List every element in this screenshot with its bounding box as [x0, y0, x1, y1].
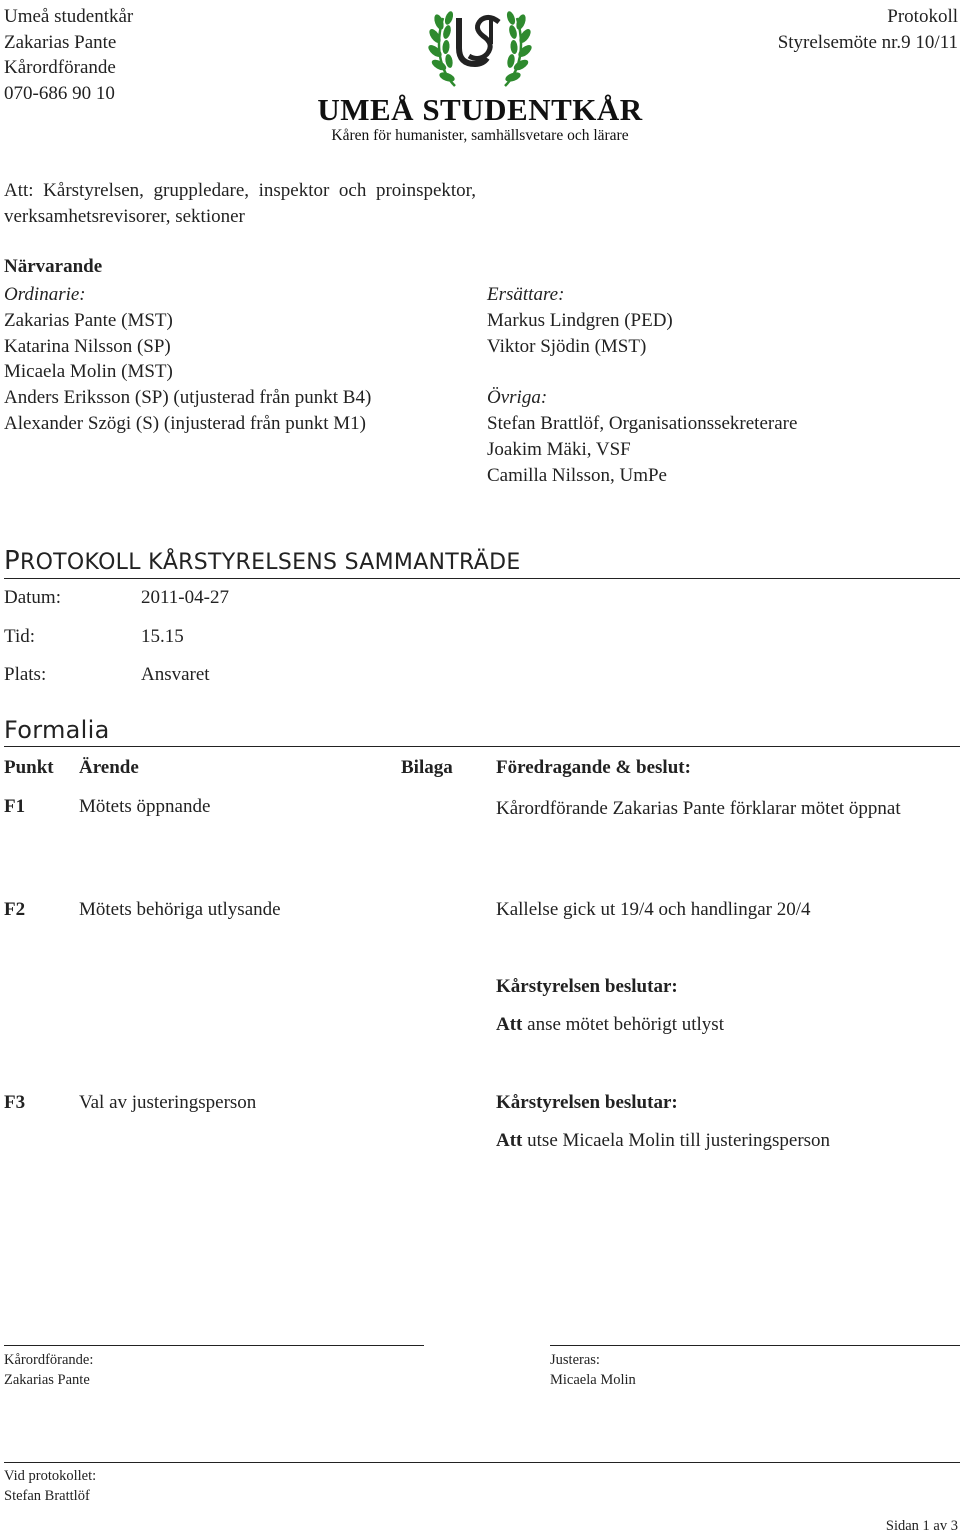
attendee: Joakim Mäki, VSF [487, 438, 631, 460]
protocol-title-rest: ROTOKOLL KÅRSTYRELSENS SAMMANTRÄDE [19, 550, 521, 575]
attendee: Micaela Molin (MST) [4, 361, 173, 383]
decision-text: utse Micaela Molin till justeringsperson [527, 1130, 831, 1151]
decision-att: Att [496, 1014, 523, 1035]
ersattare-label: Ersättare: [487, 284, 565, 305]
column-header-beslut: Föredragande & beslut: [496, 757, 691, 778]
decision [496, 1130, 830, 1152]
attendee: Stefan Brattlöf, Organisationssekreterare [487, 412, 798, 434]
agenda-item-title: Mötets behöriga utlysande [79, 899, 281, 920]
sender-role: Kårordförande [4, 57, 116, 78]
column-header-arende: Ärende [79, 757, 139, 778]
section-rule [4, 578, 960, 579]
agenda-item-text: Kårordförande Zakarias Pante förklarar mötet öppnat [496, 798, 901, 819]
formalia-title: Formalia [4, 716, 110, 744]
sender-phone: 070-686 90 10 [4, 82, 115, 104]
sender-block [4, 4, 133, 106]
document-type-block [778, 4, 958, 55]
agenda-item-title: Val av justeringsperson [79, 1092, 257, 1113]
attendee: Anders Eriksson (SP) (utjusterad från punkt B4) [4, 387, 372, 409]
signature-line [550, 1345, 960, 1346]
protocol-title-initial: P [4, 546, 20, 576]
attendance-title: Närvarande [4, 256, 103, 277]
agenda-item-text: Kallelse gick ut 19/4 och handlingar 20/4 [496, 899, 811, 920]
datum-value: 2011-04-27 [141, 587, 229, 608]
signature-role: Kårordförande: [4, 1352, 94, 1368]
decision-label: Kårstyrelsen beslutar: [496, 1092, 678, 1113]
attendance-ersattare [487, 282, 797, 488]
agenda-item-number: F1 [4, 796, 26, 817]
page-number: Sidan 1 av 3 [885, 1518, 958, 1534]
plats-value: Ansvaret [141, 664, 210, 685]
ordinarie-label: Ordinarie: [4, 284, 86, 305]
signature-left [4, 1350, 93, 1390]
signature-right [550, 1350, 636, 1390]
recipients-line: Att: Kårstyrelsen, gruppledare, inspektor och proinspektor, verksamhetsrevisorer, sektioner [4, 180, 476, 227]
decision-label: Kårstyrelsen beslutar: [496, 976, 678, 997]
datum-label: Datum: [4, 587, 61, 608]
ovriga-label: Övriga: [487, 387, 548, 409]
attendee: Zakarias Pante (MST) [4, 309, 173, 331]
organization-logo [300, 0, 660, 150]
attendee: Alexander Szögi (S) (injusterad från punkt M1) [4, 412, 366, 434]
attendee: Markus Lindgren (PED) [487, 309, 673, 331]
attendance-ordinarie [4, 282, 371, 437]
signature-role: Justeras: [550, 1352, 600, 1368]
tid-label: Tid: [4, 626, 35, 647]
signature-name: Micaela Molin [550, 1372, 636, 1388]
sender-org: Umeå studentkår [4, 6, 134, 27]
attendee: Katarina Nilsson (SP) [4, 335, 171, 357]
agenda-item-title: Mötets öppnande [79, 796, 211, 817]
signature-name: Zakarias Pante [4, 1372, 90, 1388]
attendee: Camilla Nilsson, UmPe [487, 464, 667, 486]
meeting-number: Styrelsemöte nr.9 10/11 [777, 31, 958, 53]
signature-line [4, 1462, 960, 1463]
attendee: Viktor Sjödin (MST) [487, 335, 647, 357]
agenda-item-number: F2 [4, 899, 26, 920]
signature-line [4, 1345, 424, 1346]
tid-value: 15.15 [141, 626, 184, 647]
protocol-title [4, 546, 521, 576]
plats-label: Plats: [4, 664, 47, 685]
column-header-bilaga: Bilaga [401, 757, 453, 778]
decision-text: anse mötet behörigt utlyst [527, 1014, 724, 1035]
logo-tagline: Kåren för humanister, samhällsvetare och lärare [331, 127, 629, 144]
secretary-role: Vid protokollet: [4, 1468, 97, 1484]
decision [496, 1014, 724, 1036]
decision-att: Att [496, 1130, 523, 1151]
column-header-punkt: Punkt [4, 757, 54, 778]
agenda-item-number: F3 [4, 1092, 26, 1113]
us-laurel-wreath-logo-icon [425, 0, 535, 92]
logo-wordmark: UMEÅ STUDENTKÅR [317, 92, 643, 127]
section-rule [4, 746, 960, 747]
document-type: Protokoll [887, 6, 958, 27]
sender-name: Zakarias Pante [4, 31, 117, 53]
secretary-name: Stefan Brattlöf [4, 1488, 90, 1504]
secretary-signature [4, 1466, 96, 1506]
